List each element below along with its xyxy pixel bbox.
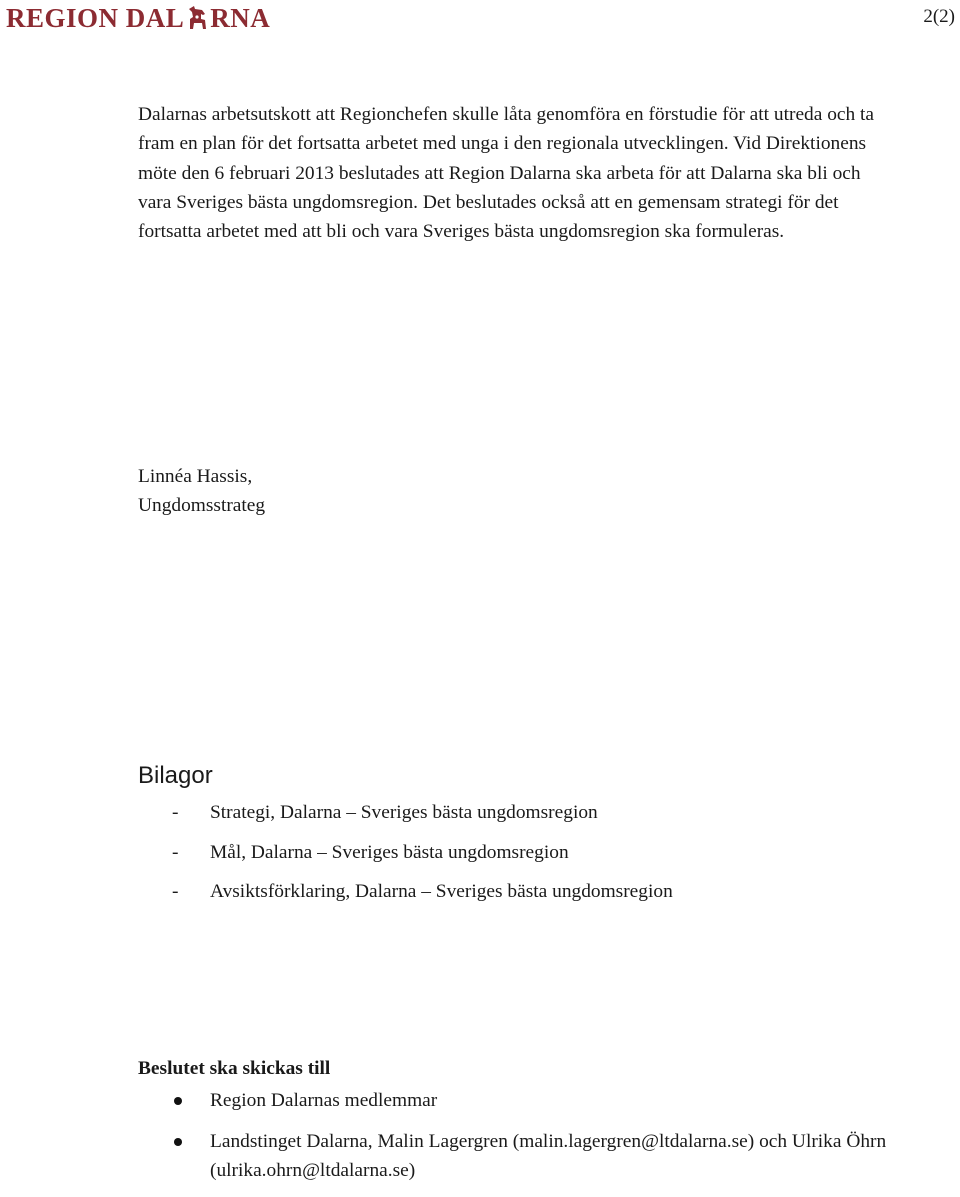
logo-text-left: REGION DAL: [6, 2, 185, 33]
dash-marker: -: [172, 881, 179, 902]
dash-marker: -: [172, 841, 179, 863]
bullet-icon: [172, 1127, 210, 1185]
bullet-icon: [172, 1086, 210, 1115]
distribution-heading: Beslutet ska skickas till: [138, 1058, 331, 1079]
signature-block: [138, 462, 265, 521]
page-number: 2(2): [923, 6, 955, 27]
distribution-label: Region Dalarnas medlemmar: [210, 1090, 438, 1111]
signature-name: Linnéa Hassis,: [138, 466, 253, 487]
logo-text-right: RNA: [210, 2, 271, 33]
body-paragraph: Dalarnas arbetsutskott att Regionchefen skulle låta genomföra en förstudie för att utreda och ta fram en plan för det fortsatta arbetet med unga i den regionala utvecklingen. Vid Direktionens möte den 6 februari 2013 beslutades att Region Dalarna ska arbeta för att Dalarna ska bli och vara Sveriges bästa ungdomsregion. Det beslutades också att en gemensam strategi för det fortsatta arbetet med att bli och vara Sveriges bästa ungdomsregion ska formuleras.: [138, 104, 875, 243]
region-dalarna-logo: [6, 3, 270, 33]
attachment-item: [172, 838, 673, 878]
signature-title: Ungdomsstrateg: [138, 495, 266, 517]
distribution-item: [172, 1127, 932, 1185]
distribution-list: [172, 1086, 932, 1197]
attachment-item: [172, 798, 673, 838]
attachments-heading: Bilagor: [138, 762, 213, 789]
attachments-list: [172, 798, 673, 917]
dala-horse-icon: [185, 5, 209, 31]
dash-marker: -: [172, 802, 179, 823]
attachment-item: [172, 877, 673, 917]
attachment-label: Mål, Dalarna – Sveriges bästa ungdomsregion: [210, 841, 569, 863]
distribution-label: Landstinget Dalarna, Malin Lagergren (malin.lagergren@ltdalarna.se) och Ulrika Öhrn (ulrika.ohrn@ltdalarna.se): [210, 1131, 887, 1181]
attachment-label: Avsiktsförklaring, Dalarna – Sveriges bästa ungdomsregion: [210, 881, 673, 902]
attachment-label: Strategi, Dalarna – Sveriges bästa ungdomsregion: [210, 802, 598, 823]
distribution-item: [172, 1086, 932, 1115]
